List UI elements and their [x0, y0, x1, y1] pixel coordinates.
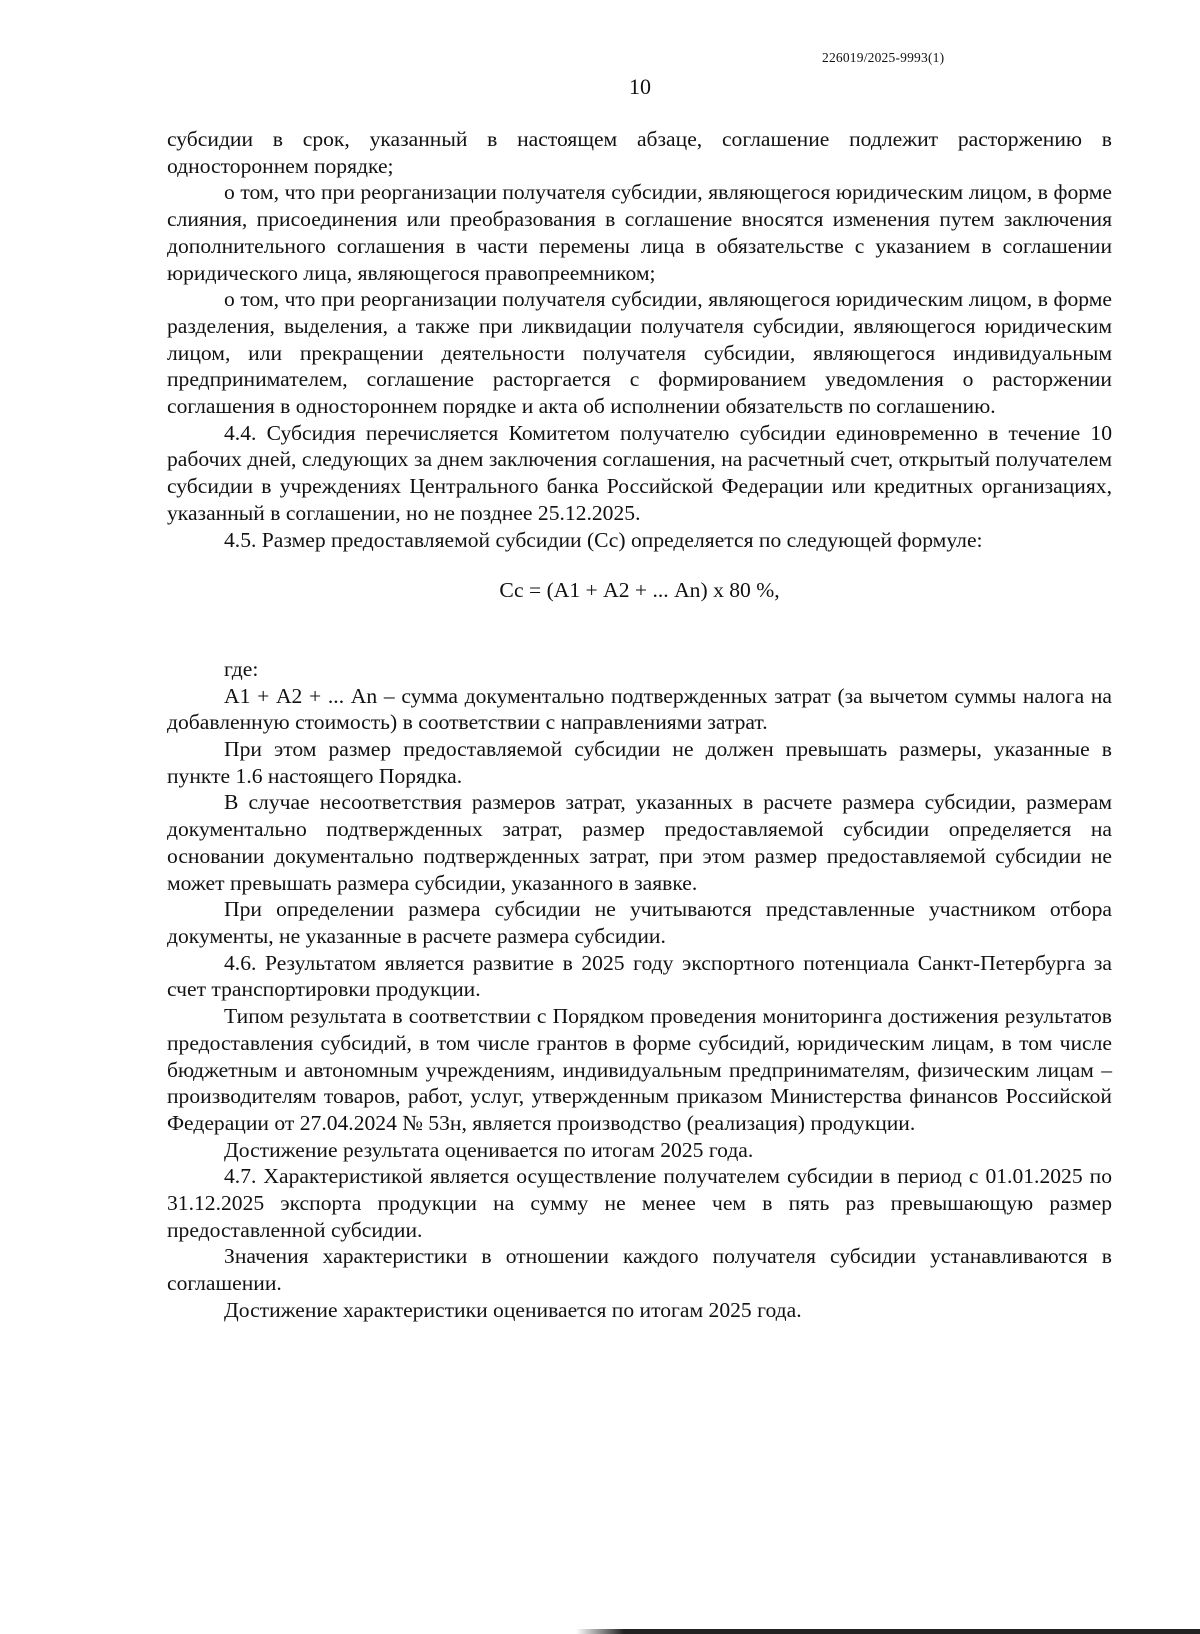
paragraph-4-7: 4.7. Характеристикой является осуществление получателем субсидии в период с 01.01.2025 по 31.12.2025 экспорта продукции на сумму не менее чем в пять раз превышающую размер предоставленной субсидии. [167, 1164, 1112, 1242]
paragraph-result-type: Типом результата в соответствии с Порядком проведения мониторинга достижения результатов предоставления субсидий, в том числе грантов в форме субсидий, юридическим лицам, в том числе бюджетным и автономным учреждениям, индивидуальным предпринимателям, физическим лицам – производителям товаров, работ, услуг, утвержденным приказом Министерства финансов Российской Федерации от 27.04.2024 № 53н, является производство (реализация) продукции. [167, 1004, 1112, 1135]
page-number: 10 [629, 74, 651, 99]
paragraph-unlisted-documents: При определении размера субсидии не учитываются представленные участником отбора документы, не указанные в расчете размера субсидии. [167, 897, 1112, 948]
paragraph-cost-mismatch: В случае несоответствия размеров затрат, указанных в расчете размера субсидии, размерам документально подтвержденных затрат, размер предоставляемой субсидии определяется на основании документально подтвержденных затрат, при этом размер предоставляемой субсидии не может превышать размера субсидии, указанного в заявке. [167, 790, 1112, 895]
paragraph-4-5: 4.5. Размер предоставляемой субсидии (Сс) определяется по следующей формуле: [224, 527, 983, 552]
paragraph-4-4: 4.4. Субсидия перечисляется Комитетом получателю субсидии единовременно в течение 10 рабочих дней, следующих за днем заключения соглашения, на расчетный счет, открытый получателем субсидии в учреждениях Центрального банка Российской Федерации или кредитных организациях, указанный в соглашении, но не позднее 25.12.2025. [167, 420, 1112, 525]
document-body [167, 126, 1112, 1324]
paragraph-subsidy-limit: При этом размер предоставляемой субсидии не должен превышать размеры, указанные в пункте 1.6 настоящего Порядка. [167, 737, 1112, 788]
document-id: 226019/2025-9993(1) [822, 50, 945, 65]
paragraph-characteristic-evaluation: Достижение характеристики оценивается по итогам 2025 года. [224, 1297, 802, 1322]
scan-edge-line [0, 1629, 1200, 1634]
paragraph-reorganization-merger: о том, что при реорганизации получателя субсидии, являющегося юридическим лицом, в форме слияния, присоединения или преобразования в соглашение вносятся изменения путем заключения дополнительного соглашения в части перемены лица в обязательстве с указанием в соглашении юридического лица, являющегося правопреемником; [167, 180, 1112, 285]
subsidy-formula: Сс = (А1 + А2 + ... Аn) х 80 %, [499, 578, 780, 603]
paragraph-characteristic-values: Значения характеристики в отношении каждого получателя субсидии устанавливаются в соглашении. [167, 1244, 1112, 1296]
paragraph-reorganization-division: о том, что при реорганизации получателя субсидии, являющегося юридическим лицом, в форме разделения, выделения, а также при ликвидации получателя субсидии, являющегося юридическим лицом, или прекращении деятельности получателя субсидии, являющегося индивидуальным предпринимателем, соглашение расторгается с формированием уведомления о расторжении соглашения в одностороннем порядке и акта об исполнении обязательств по соглашению. [167, 287, 1112, 419]
paragraph-result-evaluation: Достижение результата оценивается по итогам 2025 года. [224, 1137, 754, 1162]
paragraph-where: где: [224, 656, 259, 681]
paragraph-4-6: 4.6. Результатом является развитие в 2025 году экспортного потенциала Санкт-Петербурга за счет транспортировки продукции. [167, 950, 1112, 1002]
paragraph-continuation: субсидии в срок, указанный в настоящем абзаце, соглашение подлежит расторжению в одностороннем порядке; [167, 127, 1112, 178]
paragraph-formula-definition: А1 + А2 + ... Аn – сумма документально подтвержденных затрат (за вычетом суммы налога на добавленную стоимость) в соответствии с направлениями затрат. [167, 683, 1112, 735]
